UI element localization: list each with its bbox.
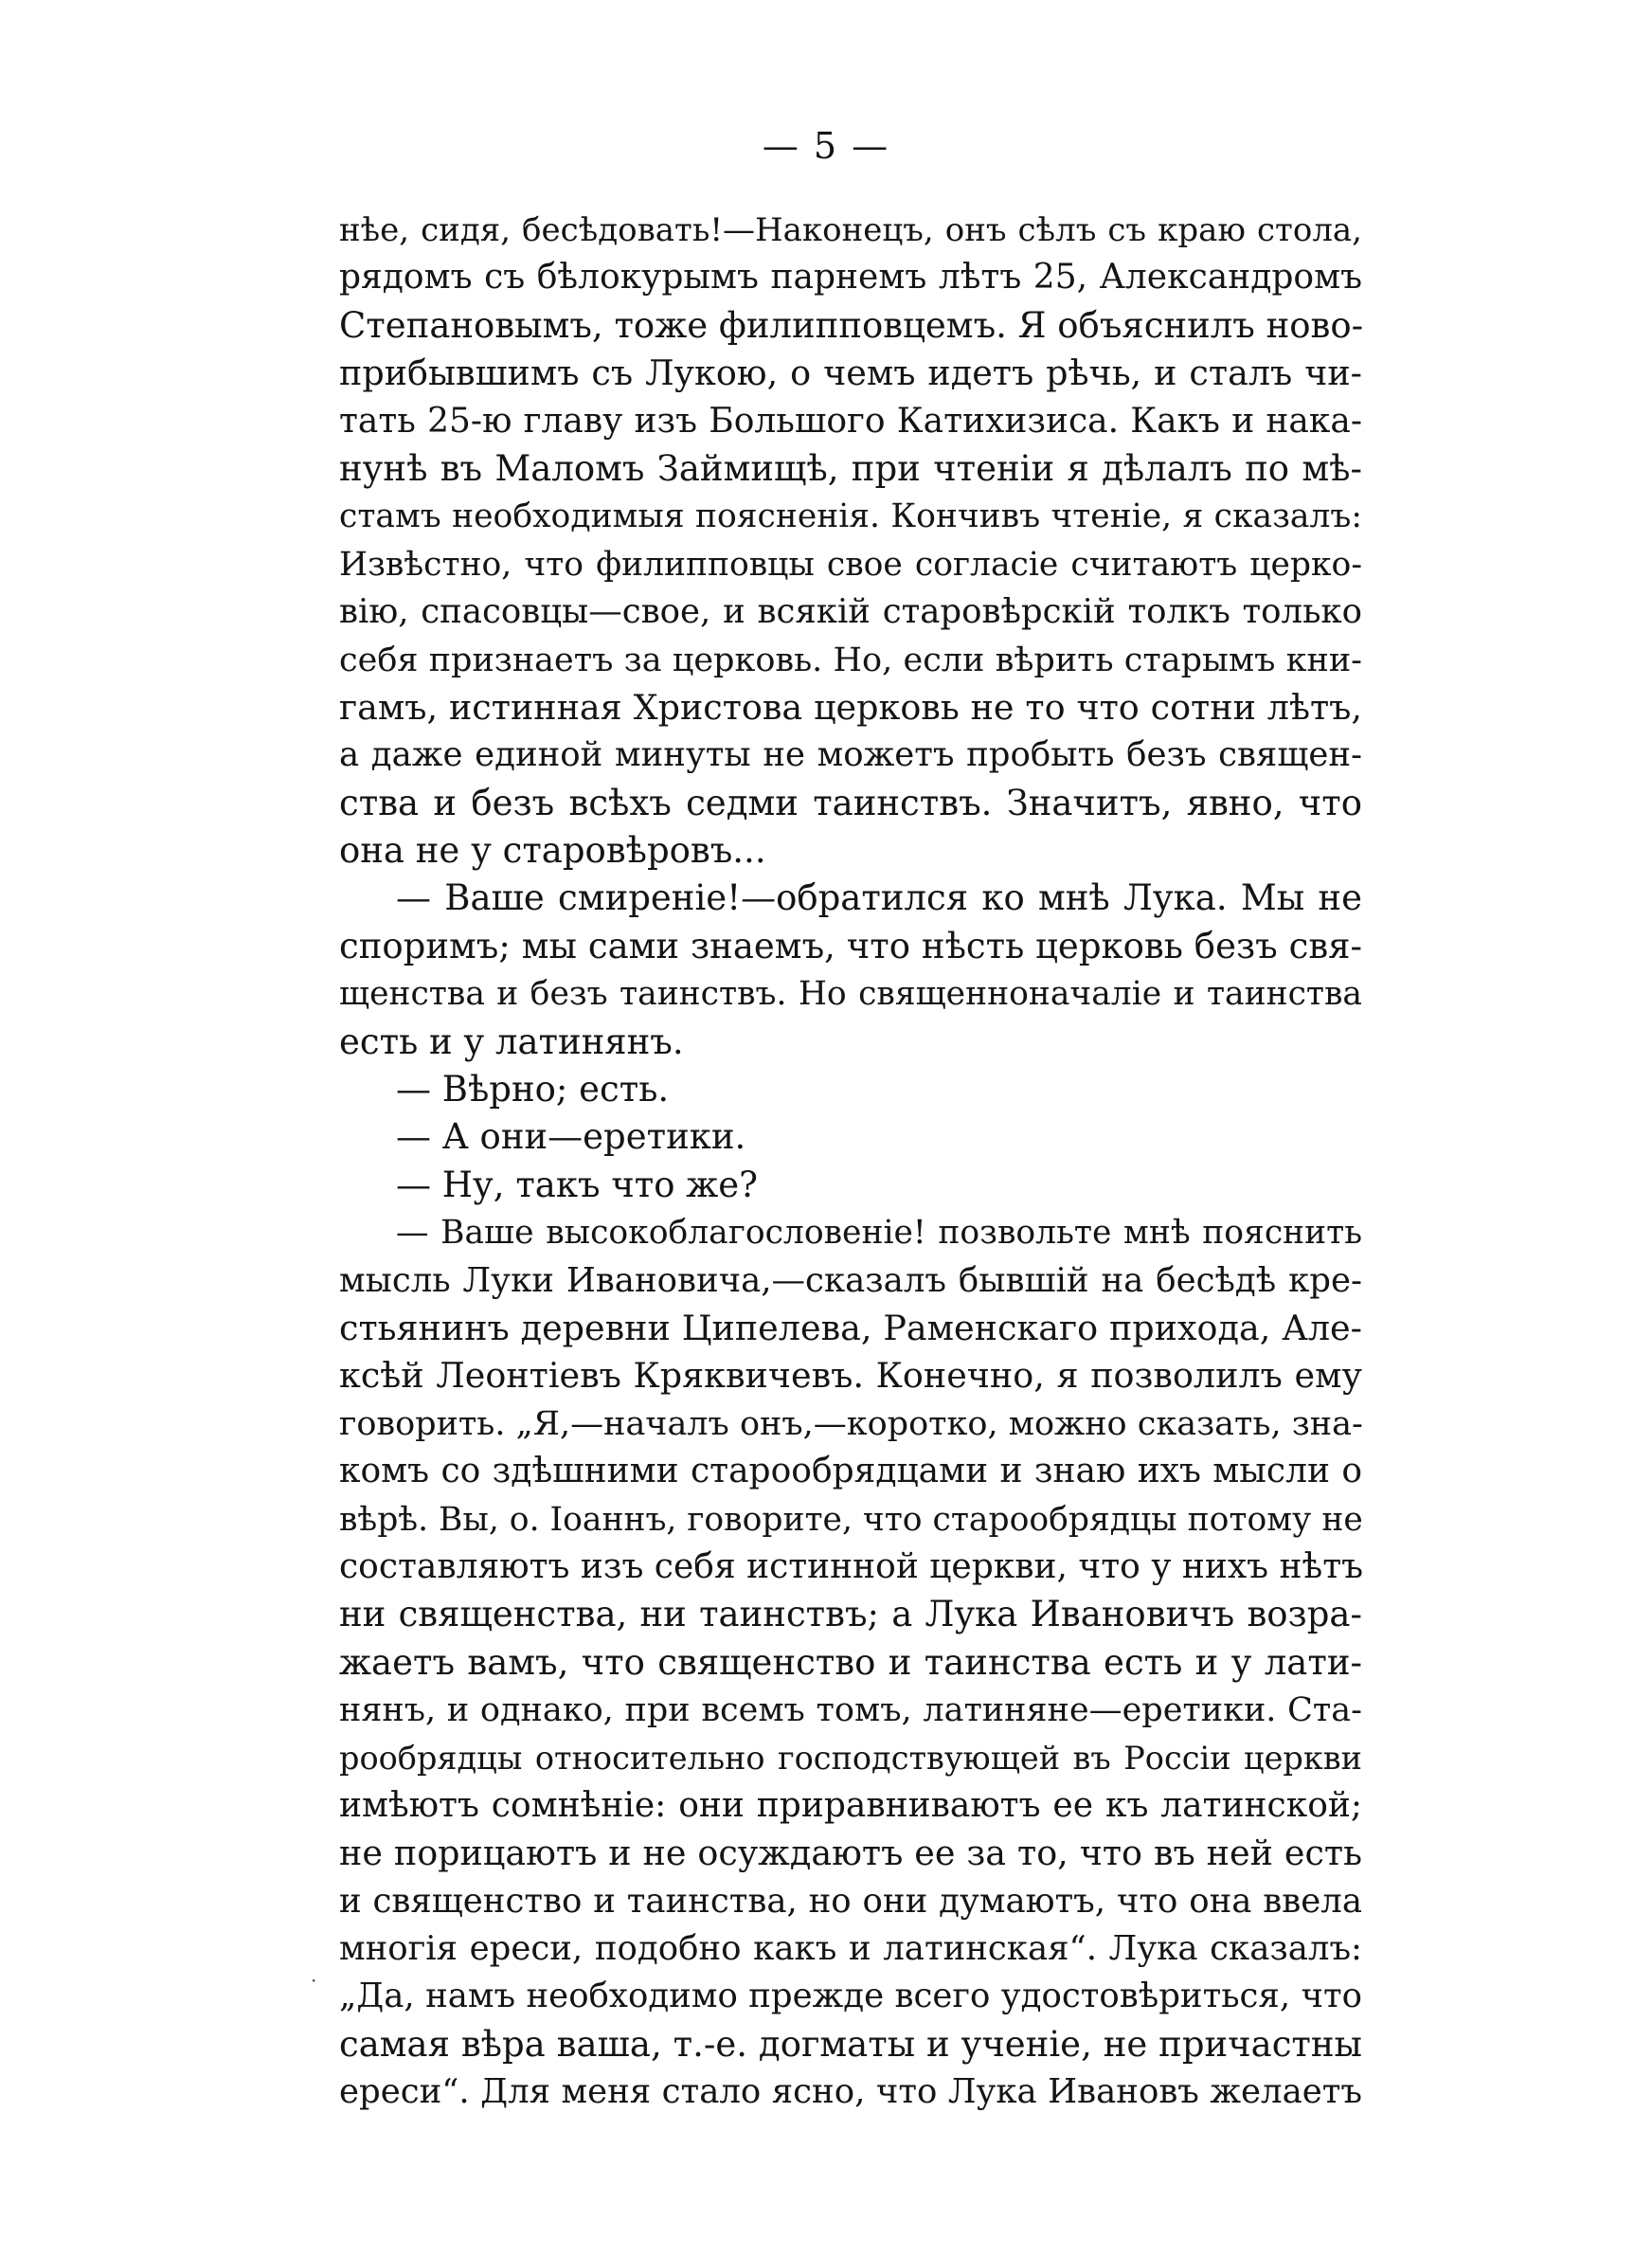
text-line: — Ну, такъ что же? [396, 1164, 759, 1205]
text-line: „Да, намъ необходимо прежде всего удостовѣриться, что [339, 1977, 1362, 2016]
text-line: есть и у латинянъ. [339, 1020, 684, 1062]
text-line: ни священства, ни таинствъ; а Лука Ивановичъ возра- [339, 1594, 1362, 1635]
text-line: Извѣстно, что филипповцы свое согласіе считаютъ церко- [339, 545, 1362, 584]
text-line: — Ваше высокоблагословеніе! позвольте мнѣ пояснить [396, 1214, 1362, 1253]
text-line: ксѣй Леонтіевъ Кряквичевъ. Конечно, я позволилъ ему [339, 1355, 1362, 1397]
text-line: себя признаетъ за церковь. Но, если вѣрить старымъ кни- [339, 641, 1362, 679]
text-line: — Ваше смиреніе!—обратился ко мнѣ Лука. Мы не [396, 877, 1362, 919]
text-line: стьянинъ деревни Ципелева, Раменскаго прихода, Але- [339, 1307, 1362, 1348]
text-line: самая вѣра ваша, т.-е. догматы и ученіе, не причастны [339, 2023, 1362, 2065]
text-line: стамъ необходимыя поясненія. Кончивъ чтеніе, я сказалъ: [339, 497, 1362, 536]
text-line: споримъ; мы сами знаемъ, что нѣсть церковь безъ свя- [339, 925, 1362, 966]
body-text [339, 207, 1362, 2117]
text-line: имѣютъ сомнѣніе: они приравниваютъ ее къ латинской; [339, 1785, 1362, 1825]
text-line: ства и безъ всѣхъ седми таинствъ. Значитъ, явно, что [339, 782, 1362, 823]
text-line: ереси“. Для меня стало ясно, что Лука Ивановъ желаетъ [339, 2072, 1362, 2112]
text-line: не порицаютъ и не осуждаютъ ее за то, что въ ней есть [339, 1833, 1362, 1874]
text-line: вѣрѣ. Вы, о. Іоаннъ, говорите, что старообрядцы потому не [339, 1500, 1363, 1539]
text-line: нѣе, сидя, бесѣдовать!—Наконецъ, онъ сѣлъ съ краю стола, [339, 211, 1362, 249]
text-line: комъ со здѣшними старообрядцами и знаю ихъ мысли о [339, 1452, 1362, 1491]
page-number: — 5 — [762, 125, 890, 167]
text-line: прибывшимъ съ Лукою, о чемъ идетъ рѣчь, и сталъ чи- [339, 352, 1362, 394]
text-line: рообрядцы относительно господствующей въ Россіи церкви [339, 1739, 1362, 1777]
text-line: — Вѣрно; есть. [396, 1069, 670, 1110]
text-line: говорить. „Я,—началъ онъ,—коротко, можно сказать, зна- [339, 1404, 1363, 1443]
text-line: гамъ, истинная Христова церковь не то что сотни лѣтъ, [339, 686, 1362, 728]
text-line: нянъ, и однако, при всемъ томъ, латиняне—еретики. Ста- [339, 1691, 1362, 1730]
text-line: — А они—еретики. [396, 1116, 746, 1158]
text-line: а даже единой минуты не можетъ пробыть безъ священ- [339, 735, 1362, 775]
stray-print-mark: · [311, 1969, 317, 1992]
text-line: нунѣ въ Маломъ Займищѣ, при чтеніи я дѣлалъ по мѣ- [339, 447, 1362, 489]
text-line: щенства и безъ таинствъ. Но священноначаліе и таинства [339, 975, 1362, 1014]
text-line: вію, спасовцы—свое, и всякій старовѣрскій толкъ только [339, 592, 1362, 632]
text-line: жаетъ вамъ, что священство и таинства есть и у лати- [339, 1641, 1362, 1683]
text-line: и священство и таинства, но они думаютъ, что она ввела [339, 1881, 1362, 1921]
text-line: многія ереси, подобно какъ и латинская“. Лука сказалъ: [339, 1929, 1362, 1969]
text-line: рядомъ съ бѣлокурымъ парнемъ лѣтъ 25, Александромъ [339, 258, 1362, 298]
text-line: мысль Луки Ивановича,—сказалъ бывшій на бесѣдѣ кре- [339, 1260, 1362, 1300]
text-line: составляютъ изъ себя истинной церкви, что у нихъ нѣтъ [339, 1546, 1364, 1586]
text-line: Степановымъ, тоже филипповцемъ. Я объяснилъ ново- [339, 304, 1364, 346]
text-line: она не у старовѣровъ... [339, 830, 766, 872]
text-line: тать 25-ю главу изъ Большого Катихизиса. Какъ и нака- [339, 401, 1362, 441]
